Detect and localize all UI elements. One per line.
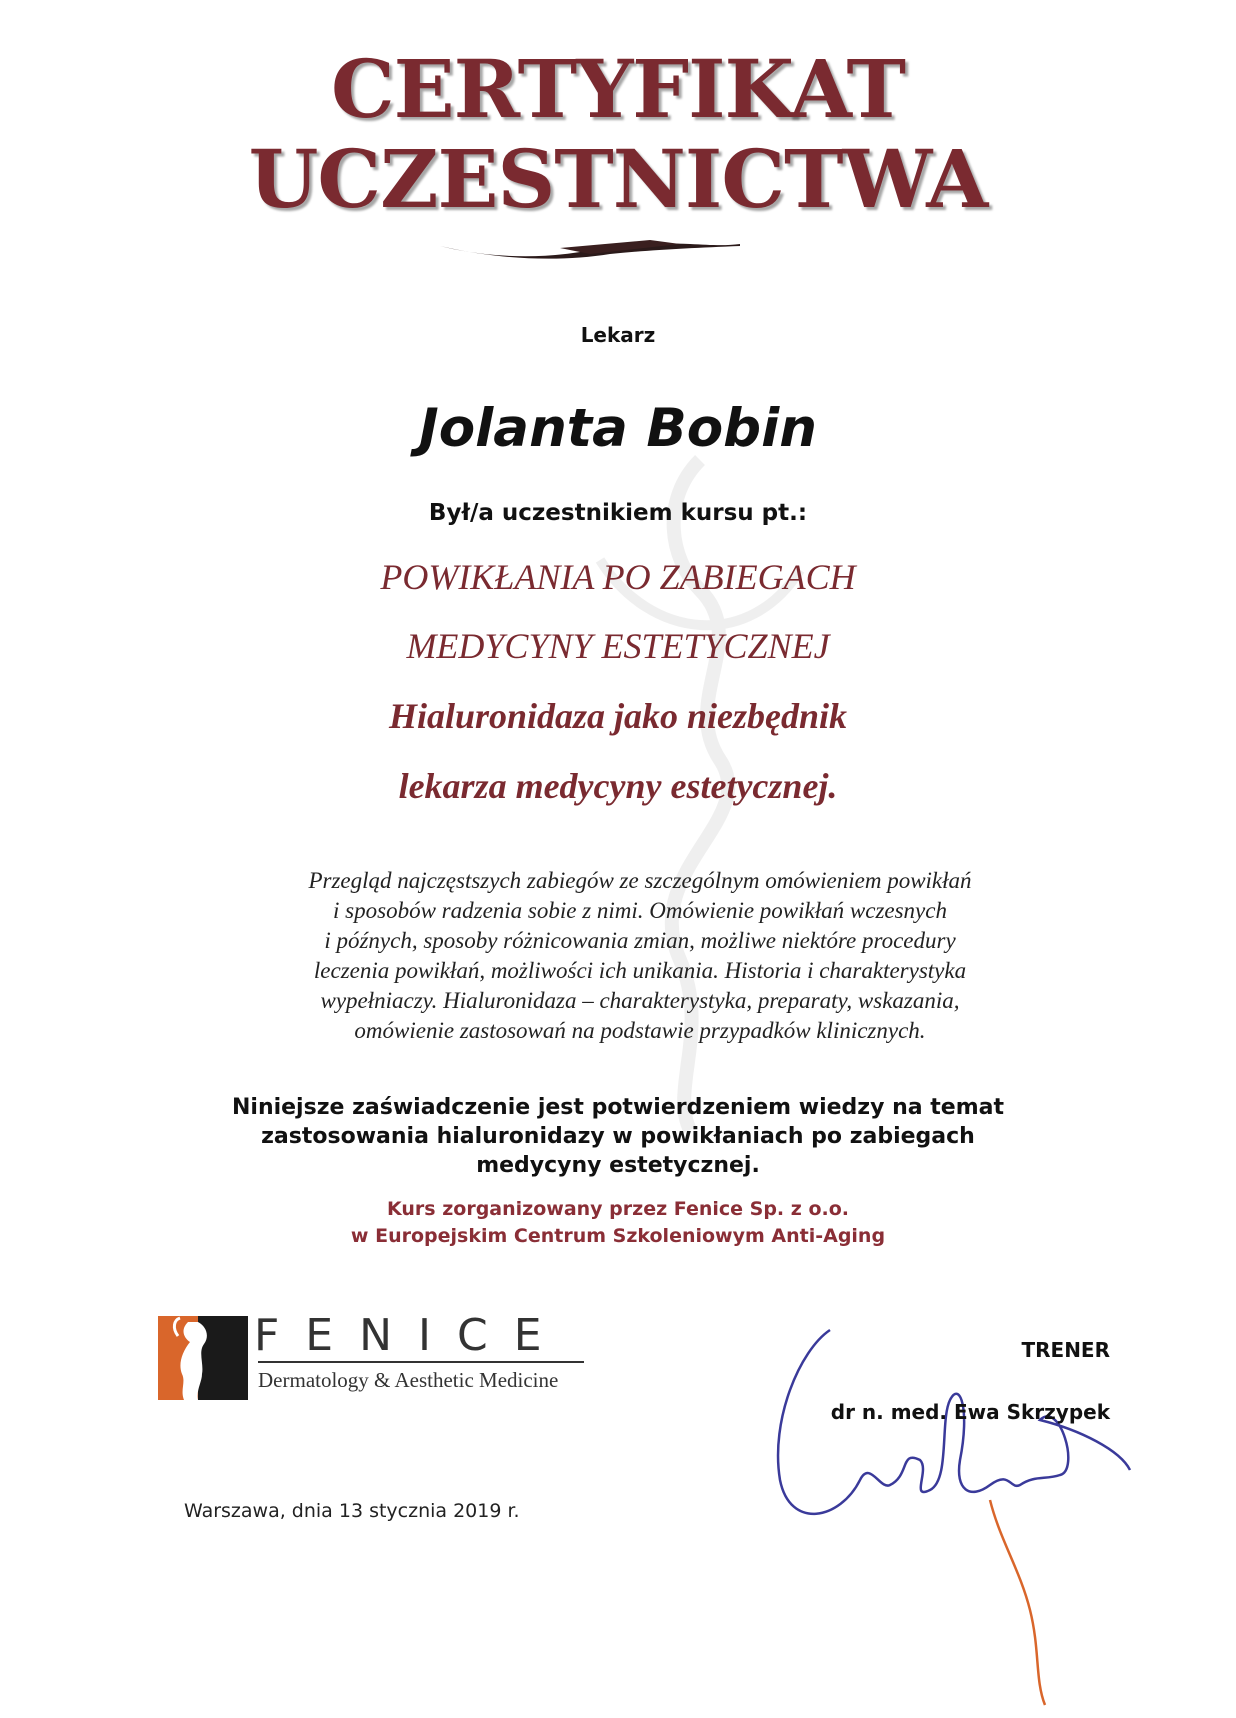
course-subtitle-line-2: lekarza medycyny estetycznej.: [398, 766, 838, 806]
trainer-signature: [760, 1310, 1160, 1710]
place-and-date: Warszawa, dnia 13 stycznia 2019 r.: [184, 1500, 520, 1522]
course-title-line-1: POWIKŁANIA PO ZABIEGACH: [380, 557, 856, 597]
participant-name: Jolanta Bobin: [419, 398, 817, 459]
confirmation-line: medycyny estetycznej.: [476, 1153, 760, 1178]
description-line: i późnych, sposoby różnicowania zmian, możliwe niektóre procedury: [324, 928, 956, 953]
trainer-name: dr n. med. Ewa Skrzypek: [830, 1400, 1110, 1424]
description-line: wypełniaczy. Hialuronidaza – charakterystyka, preparaty, wskazania,: [320, 988, 960, 1013]
description-line: leczenia powikłań, możliwości ich unikania. Historia i charakterystyka: [313, 958, 967, 983]
organizer-info: [150, 1196, 1086, 1250]
course-subtitle-line-1: Hialuronidaza jako niezbędnik: [388, 696, 848, 736]
participation-statement: Był/a uczestnikiem kursu pt.:: [428, 500, 808, 526]
description-line: Przegląd najczęstszych zabiegów ze szczególnym omówieniem powikłań: [308, 868, 972, 893]
confirmation-line: zastosowania hialuronidazy w powikłaniach po zabiegach: [261, 1124, 975, 1149]
logo-divider: [258, 1361, 584, 1363]
course-description: [200, 866, 1080, 1046]
participant-role: Lekarz: [580, 323, 656, 347]
decorative-swash-icon: [440, 234, 740, 264]
certificate-title-line-2: UCZESTNICTWA: [248, 132, 988, 226]
trainer-label: TRENER: [1021, 1338, 1110, 1362]
confirmation-statement: [150, 1093, 1086, 1180]
fenice-figure-icon: [158, 1316, 248, 1400]
confirmation-line: Niniejsze zaświadczenie jest potwierdzeniem wiedzy na temat: [231, 1095, 1004, 1120]
organizer-line: w Europejskim Centrum Szkoleniowym Anti-Aging: [350, 1225, 886, 1247]
certificate-title-line-1: CERTYFIKAT: [330, 42, 906, 136]
fenice-logo: [158, 1310, 578, 1400]
organizer-line: Kurs zorganizowany przez Fenice Sp. z o.o.: [387, 1198, 849, 1220]
description-line: omówienie zastosowań na podstawie przypadków klinicznych.: [354, 1018, 926, 1043]
fenice-subtitle: Dermatology & Aesthetic Medicine: [258, 1368, 559, 1392]
description-line: i sposobów radzenia sobie z nimi. Omówienie powikłań wczesnych: [333, 898, 947, 923]
fenice-wordmark: FENICE: [254, 1310, 568, 1361]
course-title-line-2: MEDYCYNY ESTETYCZNEJ: [406, 626, 830, 666]
